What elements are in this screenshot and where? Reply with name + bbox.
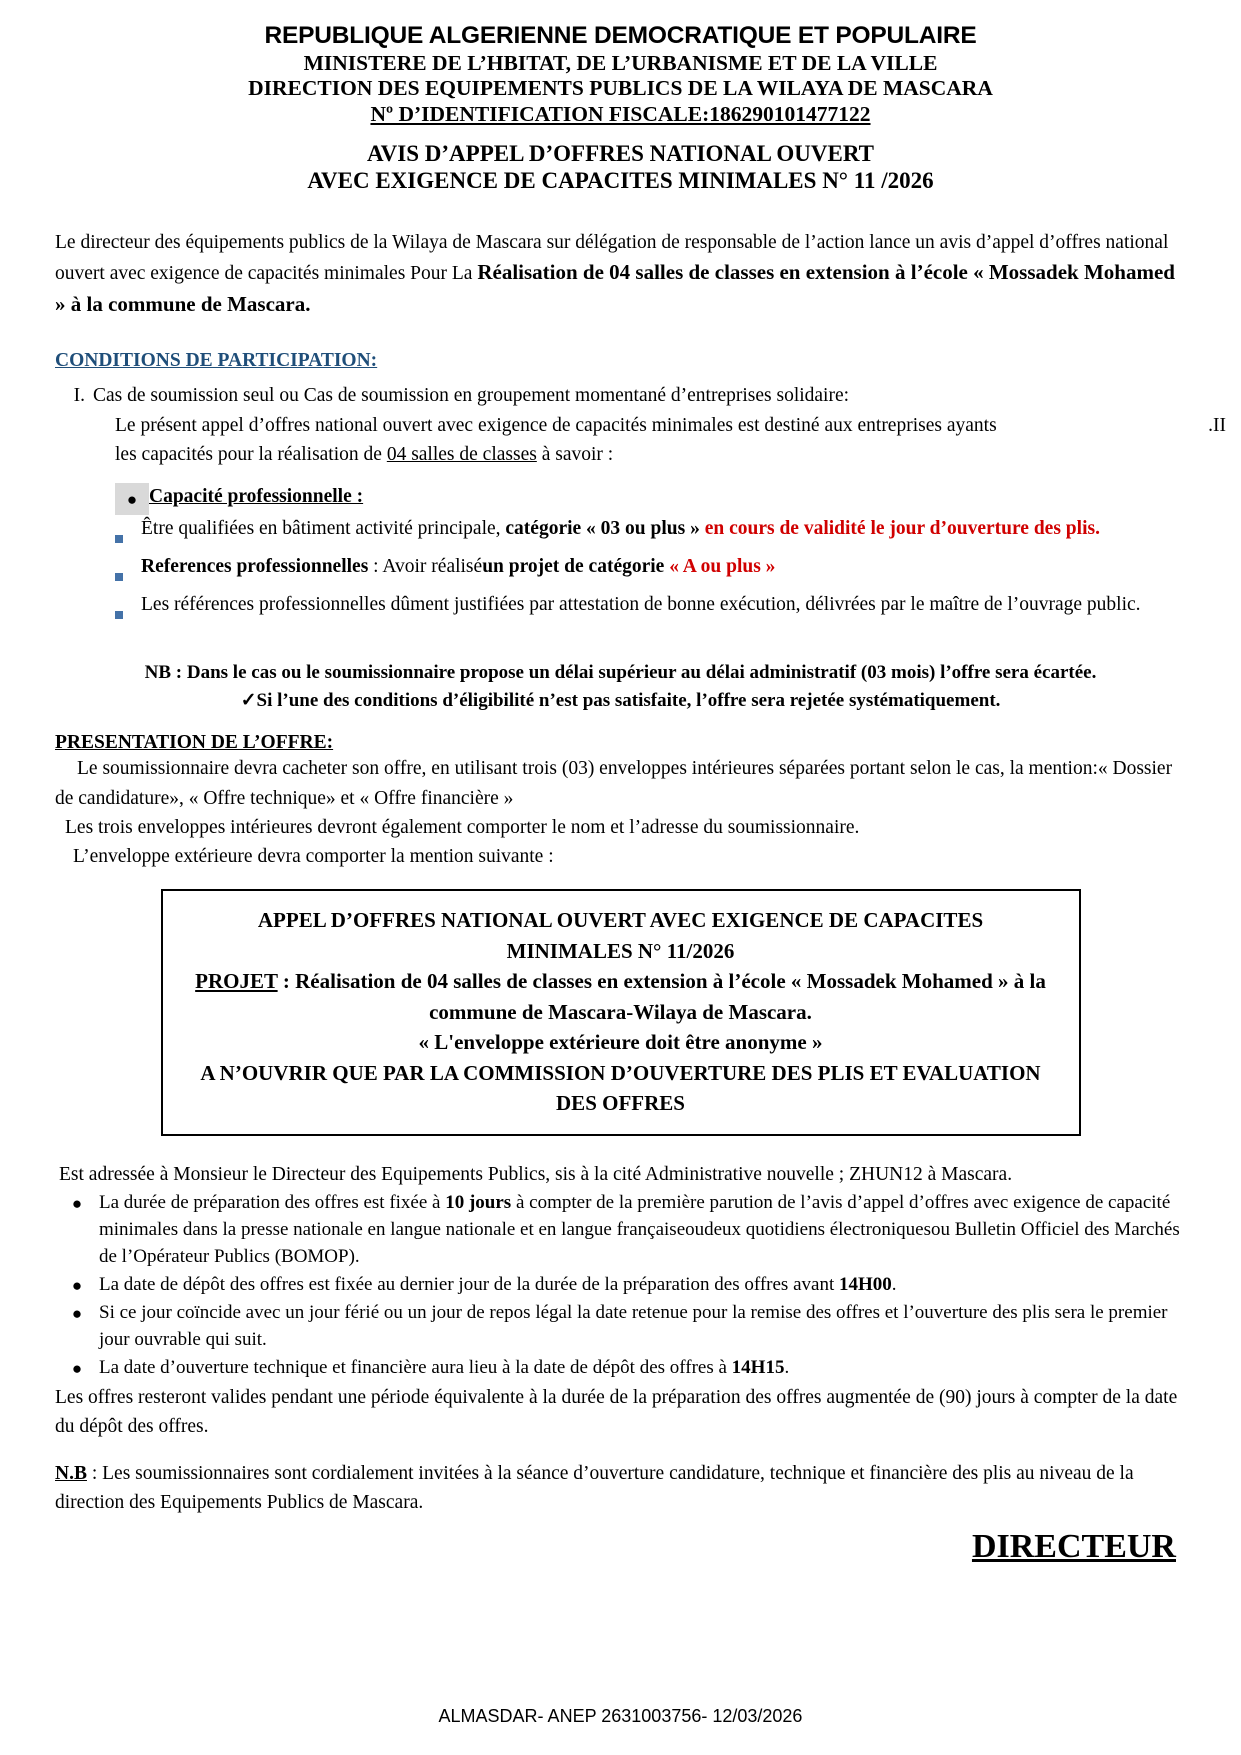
offer-conditions-list (55, 1190, 1186, 1382)
envelope-mention-box (161, 889, 1081, 1136)
header-republic: REPUBLIQUE ALGERIENNE DEMOCRATIQUE ET POPULAIRE (264, 22, 977, 49)
final-nb-paragraph (55, 1459, 1186, 1518)
bullet-opening-date: La date d’ouverture technique et financière aura lieu à la date de dépôt des offres à 14H15. (99, 1356, 790, 1378)
list-item (55, 1355, 1186, 1382)
bullet-dot-icon: ● (71, 1193, 83, 1213)
square-bullet-icon (115, 553, 141, 590)
bullet-dot-icon: ● (71, 1358, 83, 1378)
bullet-deposit-date: La date de dépôt des offres est fixée au dernier jour de la durée de la préparation des offres avant 14H00. (99, 1273, 897, 1295)
presentation-title: PRESENTATION DE L’OFFRE: (55, 732, 334, 754)
nb-note-block (55, 659, 1186, 714)
conditions-roman-item (55, 382, 1186, 410)
list-item (115, 515, 1186, 552)
box-line-title-2: MINIMALES N° 11/2026 (506, 938, 735, 963)
intro-project: Réalisation de 04 salles de classes en extension à l’école « Mossadek Mohamed » à la commune de Mascara. (55, 260, 1175, 316)
capacite-heading-row (115, 483, 1186, 514)
conditions-para-a: Le présent appel d’offres national ouvert avec exigence de capacités minimales est destiné aux entreprises ayants (115, 414, 997, 436)
conditions-para-b-underline: 04 salles de classes (386, 444, 537, 465)
box-projet-label: PROJET (195, 969, 278, 994)
document-header (55, 22, 1186, 194)
final-nb-text: : Les soumissionnaires sont cordialement invitées à la séance d’ouverture candidature, technique et financière des plis au niveau de la direction des Equipements Publics de Mascara. (55, 1463, 1134, 1514)
address-line: Est adressée à Monsieur le Directeur des Equipements Publics, sis à la cité Administrative nouvelle ; ZHUN12 à Mascara. (59, 1164, 1013, 1186)
presentation-paragraph-1: Le soumissionnaire devra cacheter son offre, en utilisant trois (03) enveloppes intérieures séparées portant selon le cas, la mention:« Dossier de candidature», « Offre technique» et « Offre financière » (55, 758, 1173, 809)
intro-text: Le directeur des équipements publics de la Wilaya de Mascara sur délégation de responsable de l’action lance un avis d’appel d’offres national ouvert avec exigence de capacités minimales Pour La (55, 232, 1169, 285)
nb-line-delai: NB : Dans le cas ou le soumissionnaire propose un délai supérieur au délai administratif (03 mois) l’offre sera écartée. (144, 662, 1097, 684)
conditions-para-b-post: à savoir : (536, 444, 614, 465)
header-ministry: MINISTERE DE L’HBITAT, DE L’URBANISME ET DE LA VILLE (303, 50, 938, 75)
conditions-paragraph (115, 411, 1226, 470)
item-attestation: Les références professionnelles dûment justifiées par attestation de bonne exécution, délivrées par le maître de l’ouvrage public. (141, 594, 1141, 616)
bullet-dot-icon: ● (71, 1303, 83, 1323)
item-references: References professionnelles : Avoir réaliséun projet de catégorie « A ou plus » (141, 555, 776, 577)
box-line-commission: A N’OUVRIR QUE PAR LA COMMISSION D’OUVERTURE DES PLIS ET EVALUATION DES OFFRES (200, 1060, 1041, 1116)
capacite-items-list (115, 515, 1186, 629)
list-item (55, 1300, 1186, 1354)
header-notice-number: AVEC EXIGENCE DE CAPACITES MINIMALES N° 11 /2026 (307, 168, 934, 194)
header-notice-title: AVIS D’APPEL D’OFFRES NATIONAL OUVERT (367, 140, 874, 166)
bullet-holiday-rule: Si ce jour coïncide avec un jour férié ou un jour de repos légal la date retenue pour la remise des offres et l’ouverture des plis sera le premier jour ouvrable qui suit. (99, 1301, 1168, 1350)
bullet-dot-icon: ● (115, 483, 149, 514)
item-qualification: Être qualifiées en bâtiment activité principale, catégorie « 03 ou plus » en cours de validité le jour d’ouverture des plis. (141, 517, 1100, 539)
list-item (55, 1190, 1186, 1271)
header-fiscal-id: Nº D’IDENTIFICATION FISCALE:186290101477122 (370, 101, 871, 126)
conditions-para-b-pre: les capacités pour la réalisation de (115, 444, 387, 465)
list-item (55, 1272, 1186, 1299)
nb-line-eligibilite: ✓Si l’une des conditions d’éligibilité n’est pas satisfaite, l’offre sera rejetée systématiquement. (240, 689, 1001, 711)
capacite-professionnelle-label: Capacité professionnelle : (149, 486, 364, 508)
conditions-para-a-tail: .II (1208, 414, 1226, 436)
box-projet-text: : Réalisation de 04 salles de classes en extension à l’école « Mossadek Mohamed » à la commune de Mascara-Wilaya de Mascara. (277, 969, 1046, 1024)
list-item (115, 553, 1186, 590)
bullet-dot-icon: ● (71, 1275, 83, 1295)
bullet-duration: La durée de préparation des offres est fixée à 10 jours à compter de la première parution de l’avis d’appel d’offres avec exigence de capacité minimales dans la presse nationale en langue nationale et en langue françaiseoudeux quotidiens électroniquesou Bulletin Officiel des Marchés de l’Opérateur Publics (BOMOP). (99, 1191, 1180, 1267)
square-bullet-icon (115, 591, 141, 628)
box-line-title-1: APPEL D’OFFRES NATIONAL OUVERT AVEC EXIGENCE DE CAPACITES (257, 908, 984, 933)
director-signature: DIRECTEUR (971, 1527, 1176, 1565)
list-item (115, 591, 1186, 628)
page-footer: ALMASDAR- ANEP 2631003756- 12/03/2026 (438, 1706, 803, 1726)
box-line-projet (181, 966, 1061, 1027)
final-nb-label: N.B (55, 1463, 87, 1484)
header-direction: DIRECTION DES EQUIPEMENTS PUBLICS DE LA WILAYA DE MASCARA (248, 76, 993, 101)
validity-paragraph: Les offres resteront valides pendant une période équivalente à la durée de la préparation des offres augmentée de (90) jours à compter de la date du dépôt des offres. (55, 1386, 1178, 1437)
presentation-paragraph-2: Les trois enveloppes intérieures devront également comporter le nom et l’adresse du soumissionnaire. (65, 816, 860, 838)
square-bullet-icon (115, 515, 141, 552)
roman-label: Cas de soumission seul ou Cas de soumission en groupement momentané d’entreprises solidaire: (93, 385, 850, 407)
box-line-anonyme: « L'enveloppe extérieure doit être anonyme » (418, 1030, 823, 1055)
intro-paragraph (55, 228, 1186, 320)
conditions-title: CONDITIONS DE PARTICIPATION: (55, 350, 378, 372)
presentation-paragraph-3: L’enveloppe extérieure devra comporter la mention suivante : (73, 846, 554, 868)
roman-numeral: I. (73, 385, 85, 407)
